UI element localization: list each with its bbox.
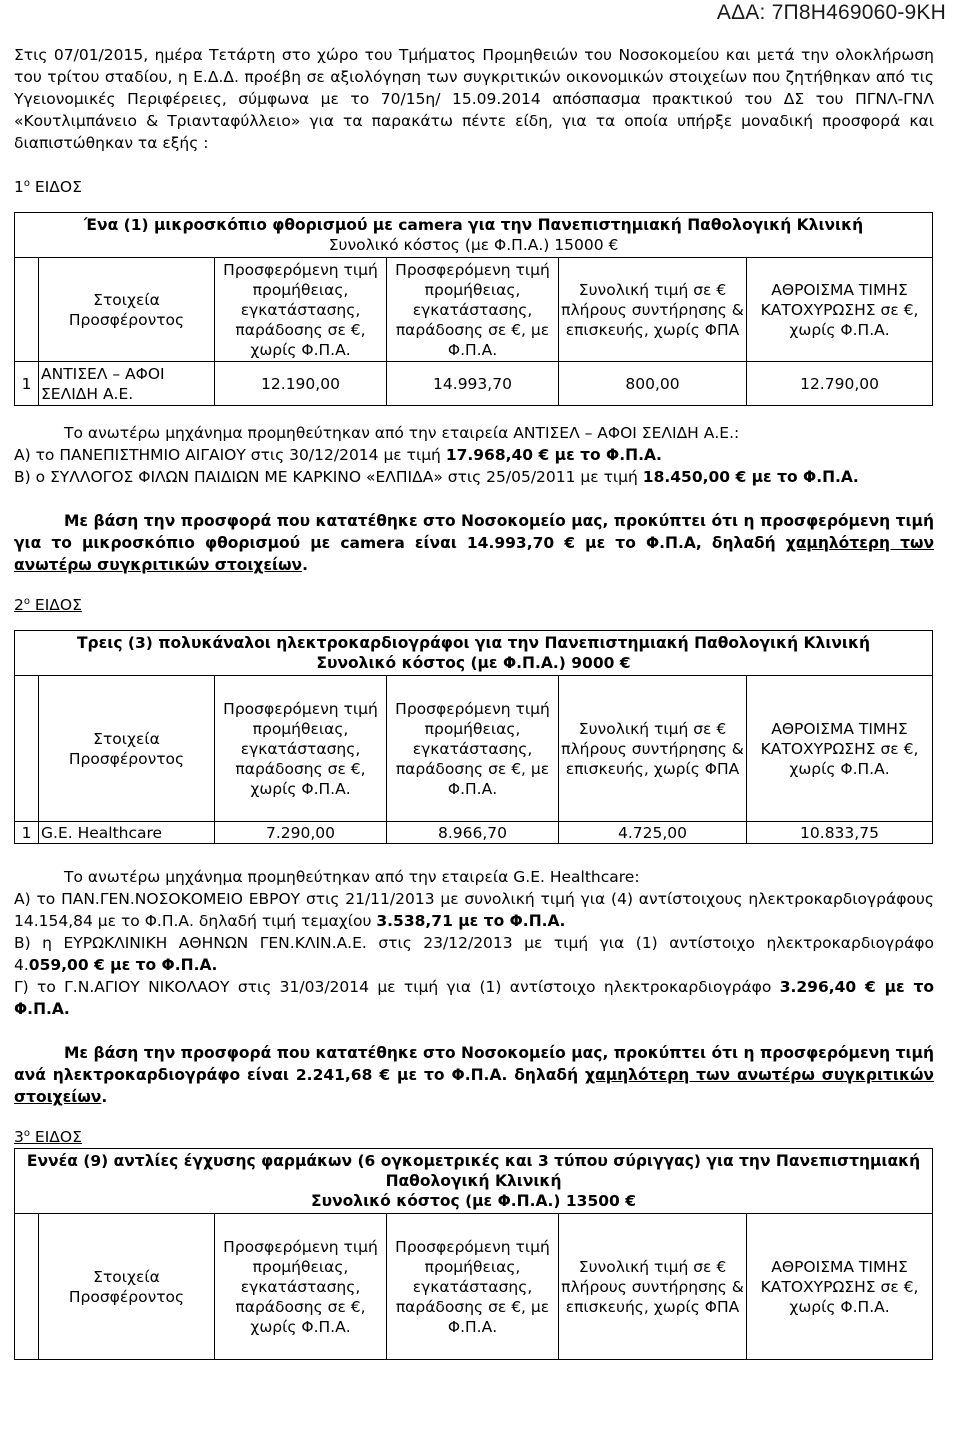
item1-heading: $1^o$ ΕΙΔΟΣ (14, 177, 82, 196)
table-row: 1 G.E. Healthcare 7.290,00 8.966,70 4.725,00 10.833,75 (15, 822, 933, 844)
item3-heading: $3^o$ ΕΙΔΟΣ (14, 1127, 82, 1146)
item2-table (14, 630, 933, 844)
supplier-cell: ΑΝΤΙΣΕΛ – ΑΦΟΙ ΣΕΛΙΔΗ Α.Ε. (39, 362, 215, 406)
document-body (14, 44, 934, 1360)
header-maintenance: Συνολική τιμή σε € πλήρους συντήρησης & επισκευής, χωρίς ΦΠΑ (559, 258, 747, 362)
intro-paragraph: Στις 07/01/2015, ημέρα Τετάρτη στο χώρο του Τμήματος Προμηθειών του Νοσοκομείου και μετά την ολοκλήρωση του τρίτου σταδίου, η Ε.Δ.Δ. προέβη σε αξιολόγηση των συγκριτικών οικονομικών στοιχείων που ζητήθηκαν από τις Υγειονομικές Περιφέρειες, σύμφωνα με το 70/15η/ 15.09.2014 απόσπασμα πρακτικού του ΔΣ του ΠΓΝΛ-ΓΝΛ «Κουτλιμπάνειο & Τριανταφύλλειο» για τα παρακάτω πέντε είδη, για τα οποία υπήρξε μοναδική προσφορά και διαπιστώθηκαν τα εξής : (14, 46, 934, 152)
item2-conclusion: Με βάση την προσφορά που κατατέθηκε στο Νοσοκομείο μας, προκύπτει ότι η προσφερόμενη τιμή ανά ηλεκτροκαρδιογράφο είναι 2.241,68 € με το Φ.Π.Α. δηλαδή χαμηλότερη των ανωτέρω συγκριτικών στοιχείων. (14, 1044, 934, 1106)
header-total: ΑΘΡΟΙΣΜΑ ΤΙΜΗΣ ΚΑΤΟΧΥΡΩΣΗΣ σε €, χωρίς Φ.Π.Α. (747, 676, 933, 822)
item1-conclusion: Με βάση την προσφορά που κατατέθηκε στο Νοσοκομείο μας, προκύπτει ότι η προσφερόμενη τιμή για το μικροσκόπιο φθορισμού με camera είναι 14.993,70 € με το Φ.Π.Α, δηλαδή χαμηλότερη των ανωτέρω συγκριτικών στοιχείων. (14, 512, 934, 574)
item2-comparison-c: Γ) το Γ.Ν.ΑΓΙΟΥ ΝΙΚΟΛΑΟΥ στις 31/03/2014 με τιμή για (1) αντίστοιχο ηλεκτροκαρδιογράφο 3.296,40 € με το Φ.Π.Α. (14, 978, 934, 1018)
item3-title: Εννέα (9) αντλίες έγχυσης φαρμάκων (6 ογκομετρικές και 3 τύπου σύριγγας) για την Πανεπιστημιακή Παθολογική Κλινική Συνολικό κόστος (με Φ.Π.Α.) 13500 € (15, 1149, 933, 1214)
header-supplier: Στοιχεία Προσφέροντος (39, 1214, 215, 1360)
header-maintenance: Συνολική τιμή σε € πλήρους συντήρησης & επισκευής, χωρίς ΦΠΑ (559, 1214, 747, 1360)
item1-table (14, 212, 933, 406)
item2-supplier-note: Το ανωτέρω μηχάνημα προμηθεύτηκαν από την εταιρεία G.E. Healthcare: (64, 868, 640, 886)
item2-heading: $2^o$ ΕΙΔΟΣ (14, 595, 82, 614)
header-price-vat: Προσφερόμενη τιμή προμήθειας, εγκατάστασης, παράδοσης σε €, με Φ.Π.Α. (387, 676, 559, 822)
item3-table (14, 1148, 933, 1360)
header-price-no-vat: Προσφερόμενη τιμή προμήθειας, εγκατάστασης, παράδοσης σε €, χωρίς Φ.Π.Α. (215, 258, 387, 362)
header-price-vat: Προσφερόμενη τιμή προμήθειας, εγκατάστασης, παράδοσης σε €, με Φ.Π.Α. (387, 258, 559, 362)
item1-comparison-b: Β) ο ΣΥΛΛΟΓΟΣ ΦΙΛΩΝ ΠΑΙΔΙΩΝ ΜΕ ΚΑΡΚΙΝΟ «ΕΛΠΙΔΑ» στις 25/05/2011 με τιμή 18.450,00 € με το Φ.Π.Α. (14, 468, 859, 486)
header-price-vat: Προσφερόμενη τιμή προμήθειας, εγκατάστασης, παράδοσης σε €, με Φ.Π.Α. (387, 1214, 559, 1360)
item1-comparison-a: Α) το ΠΑΝΕΠΙΣΤΗΜΙΟ ΑΙΓΑΙΟΥ στις 30/12/2014 με τιμή 17.968,40 € με το Φ.Π.Α. (14, 446, 662, 464)
item1-supplier-note: Το ανωτέρω μηχάνημα προμηθεύτηκαν από την εταιρεία ΑΝΤΙΣΕΛ – ΑΦΟΙ ΣΕΛΙΔΗ Α.Ε.: (64, 424, 740, 442)
header-maintenance: Συνολική τιμή σε € πλήρους συντήρησης & επισκευής, χωρίς ΦΠΑ (559, 676, 747, 822)
supplier-cell: G.E. Healthcare (39, 822, 215, 844)
item1-title: Ένα (1) μικροσκόπιο φθορισμού με camera για την Πανεπιστημιακή Παθολογική Κλινική Συνολικό κόστος (με Φ.Π.Α.) 15000 € (15, 213, 933, 258)
header-supplier: Στοιχεία Προσφέροντος (39, 676, 215, 822)
header-total: ΑΘΡΟΙΣΜΑ ΤΙΜΗΣ ΚΑΤΟΧΥΡΩΣΗΣ σε €, χωρίς Φ.Π.Α. (747, 258, 933, 362)
item2-comparison-b: Β) η ΕΥΡΩΚΛΙΝΙΚΗ ΑΘΗΝΩΝ ΓΕΝ.ΚΛΙΝ.Α.Ε. στις 23/12/2013 με τιμή για (1) αντίστοιχο ηλεκτροκαρδιογράφο 4.059,00 € με το Φ.Π.Α. (14, 934, 934, 974)
header-price-no-vat: Προσφερόμενη τιμή προμήθειας, εγκατάστασης, παράδοσης σε €, χωρίς Φ.Π.Α. (215, 1214, 387, 1360)
item2-title: Τρεις (3) πολυκάναλοι ηλεκτροκαρδιογράφοι για την Πανεπιστημιακή Παθολογική Κλινική Συνολικό κόστος (με Φ.Π.Α.) 9000 € (15, 631, 933, 676)
header-supplier: Στοιχεία Προσφέροντος (39, 258, 215, 362)
header-total: ΑΘΡΟΙΣΜΑ ΤΙΜΗΣ ΚΑΤΟΧΥΡΩΣΗΣ σε €, χωρίς Φ.Π.Α. (747, 1214, 933, 1360)
header-price-no-vat: Προσφερόμενη τιμή προμήθειας, εγκατάστασης, παράδοσης σε €, χωρίς Φ.Π.Α. (215, 676, 387, 822)
ada-watermark: ΑΔΑ: 7Π8Η469060-9ΚΗ (716, 1, 946, 24)
item2-comparison-a: Α) το ΠΑΝ.ΓΕΝ.ΝΟΣΟΚΟΜΕΙΟ ΕΒΡΟΥ στις 21/11/2013 με συνολική τιμή για (4) αντίστοιχους ηλεκτροκαρδιογράφους 14.154,84 με το Φ.Π.Α. δηλαδή τιμή τεμαχίου 3.538,71 με το Φ.Π.Α. (14, 890, 934, 930)
table-row: 1 ΑΝΤΙΣΕΛ – ΑΦΟΙ ΣΕΛΙΔΗ Α.Ε. 12.190,00 14.993,70 800,00 12.790,00 (15, 362, 933, 406)
